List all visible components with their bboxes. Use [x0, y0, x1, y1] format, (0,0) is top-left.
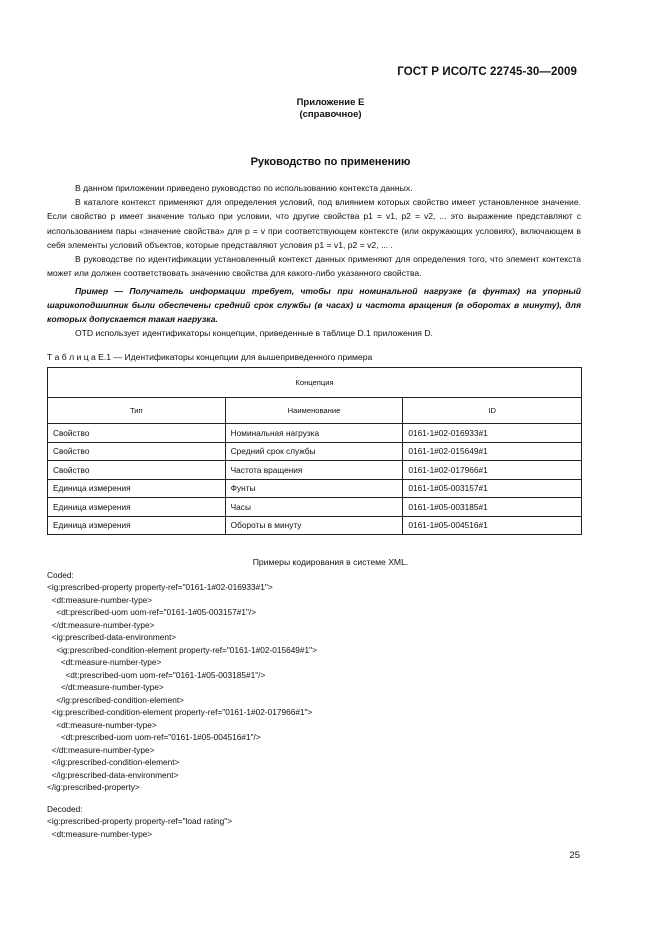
code-line: <ig:prescribed-data-environment>	[47, 632, 177, 642]
paragraph: В каталоге контекст применяют для определения условий, под влиянием которых свойство имеет установленное значение. Если свойство p имеет значение только при условии, что другие свойства p1 = v1, p2 = v2, ... это выражение представляют с использованием пары «значение свойства» для p = v при соответствующем контексте (или окружающих условиях), включающем в себя элементы условий объектов, которые представляют условия p1 = v1, p2 = v2, ... .	[47, 197, 581, 250]
table-cell: Свойство	[48, 461, 226, 480]
table-cell: 0161-1#05-003157#1	[403, 479, 582, 498]
table-cell: Номинальная нагрузка	[225, 424, 403, 443]
table-row	[48, 516, 582, 535]
code-line: </ig:prescribed-condition-element>	[47, 694, 184, 705]
table-cell: Свойство	[48, 424, 226, 443]
table-cell: Свойство	[48, 442, 226, 461]
code-line: <dt:measure-number-type>	[47, 657, 162, 667]
table-cell: 0161-1#05-003185#1	[403, 498, 582, 517]
column-header-type: Тип	[48, 398, 226, 424]
code-line: </ig:prescribed-property>	[47, 782, 140, 792]
section-heading: Руководство по применению	[250, 156, 411, 168]
table-row	[48, 442, 582, 461]
table-cell: Часы	[225, 498, 403, 517]
code-line: </ig:prescribed-condition-element>	[47, 757, 180, 767]
column-header-name: Наименование	[225, 398, 403, 424]
table-cell: 0161-1#05-004516#1	[403, 516, 582, 535]
coded-xml-block	[47, 581, 317, 794]
example-text: Пример — Получатель информации требует, чтобы при номинальной нагрузке (в фунтах) на упорный шарикоподшипник были обеспечены средний срок службы (в часах) и частота вращения (в оборотах в минуту), для которых допускается такая нагрузка.	[47, 286, 581, 325]
table-cell: Частота вращения	[225, 461, 403, 480]
concept-table	[47, 367, 582, 535]
paragraph: В руководстве по идентификации установленный контекст данных применяют для определения того, что элемент контекста может или должен соответствовать значению свойства для какого-либо указанного свойства.	[47, 254, 581, 279]
decoded-xml-block	[47, 815, 232, 840]
code-line: <dt:prescribed-uom uom-ref="0161-1#05-004516#1"/>	[47, 732, 261, 742]
table-header-row	[48, 398, 582, 424]
column-header-id: ID	[403, 398, 582, 424]
code-line: <dt:prescribed-uom uom-ref="0161-1#05-003185#1"/>	[47, 669, 266, 680]
table-cell: Единица измерения	[48, 498, 226, 517]
code-line: </dt:measure-number-type>	[47, 744, 155, 755]
table-group-header-row	[48, 368, 582, 398]
code-line: <dt:measure-number-type>	[47, 828, 153, 839]
table-cell: Фунты	[225, 479, 403, 498]
table-cell: Единица измерения	[48, 516, 226, 535]
table-cell: 0161-1#02-015649#1	[403, 442, 582, 461]
table-caption	[47, 352, 372, 362]
code-line: <ig:prescribed-property property-ref="0161-1#02-016933#1">	[47, 582, 273, 592]
otd-note: OTD использует идентификаторы концепции, приведенные в таблице D.1 приложения D.	[75, 328, 433, 338]
table-cell: Средний срок службы	[225, 442, 403, 461]
table-caption-text: — Идентификаторы концепции для вышеприведенного примера	[111, 352, 373, 362]
code-line: <dt:measure-number-type>	[47, 594, 153, 605]
paragraph: В данном приложении приведено руководство по использованию контекста данных.	[75, 183, 413, 193]
code-line: </dt:measure-number-type>	[47, 619, 155, 630]
table-row	[48, 498, 582, 517]
body-text	[47, 181, 581, 280]
code-line: <dt:measure-number-type>	[47, 719, 157, 730]
code-line: </ig:prescribed-data-environment>	[47, 769, 179, 780]
code-line: <dt:prescribed-uom uom-ref="0161-1#05-003157#1"/>	[47, 607, 257, 617]
coded-label: Coded:	[47, 570, 74, 580]
code-line: <ig:prescribed-property property-ref="load rating">	[47, 816, 233, 826]
annex-subtitle: (справочное)	[299, 109, 362, 120]
code-line: <ig:prescribed-condition-element property-ref="0161-1#02-017966#1">	[47, 707, 313, 717]
table-row	[48, 461, 582, 480]
table-cell: Единица измерения	[48, 479, 226, 498]
table-caption-label: Т а б л и ц а Е.1	[47, 352, 112, 362]
table-cell: 0161-1#02-017966#1	[403, 461, 582, 480]
document-header: ГОСТ Р ИСО/ТС 22745-30—2009	[397, 66, 577, 78]
example-block	[47, 284, 581, 327]
decoded-label: Decoded:	[47, 804, 83, 814]
code-line: <ig:prescribed-condition-element property-ref="0161-1#02-015649#1">	[47, 644, 317, 655]
page-number: 25	[569, 850, 580, 861]
table-group-header: Концепция	[48, 368, 582, 398]
code-line: </dt:measure-number-type>	[47, 682, 164, 692]
table-row	[48, 424, 582, 443]
otd-note-block	[47, 326, 581, 340]
annex-title: Приложение Е	[296, 97, 365, 108]
table-row	[48, 479, 582, 498]
table-cell: 0161-1#02-016933#1	[403, 424, 582, 443]
table-cell: Обороты в минуту	[225, 516, 403, 535]
xml-examples-title: Примеры кодирования в системе XML.	[252, 557, 409, 567]
